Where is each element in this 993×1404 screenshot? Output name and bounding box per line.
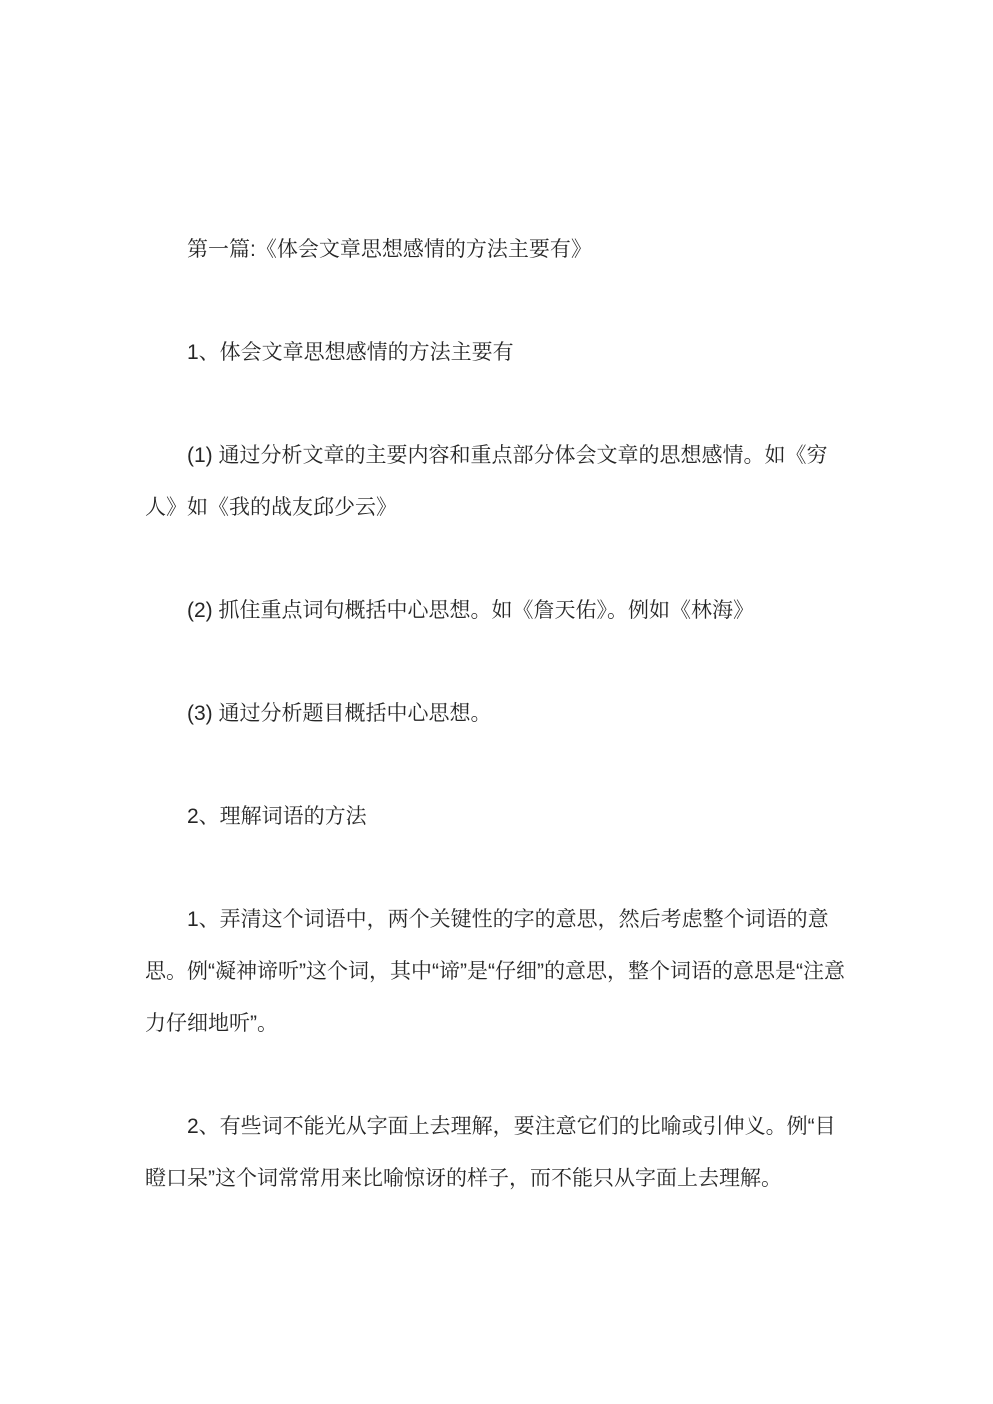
paragraph-item-3: (3) 通过分析题目概括中心思想。 (187, 702, 492, 725)
paragraph-item-1: (1) 通过分析文章的主要内容和重点部分体会文章的思想感情。如《穷人》如《我的战友邱少云》 (145, 444, 828, 519)
paragraph-method-1: 1、弄清这个词语中，两个关键性的字的意思，然后考虑整个词语的意思。例“凝神谛听”这个词，其中“谛”是“仔细”的意思，整个词语的意思是“注意力仔细地听”。 (145, 908, 845, 1035)
paragraph-item-2: (2) 抓住重点词句概括中心思想。如《詹天佑》。例如《林海》 (187, 599, 754, 622)
paragraph-method-2: 2、有些词不能光从字面上去理解，要注意它们的比喻或引伸义。例“目瞪口呆”这个词常常用来比喻惊讶的样子，而不能只从字面上去理解。 (145, 1115, 836, 1190)
paragraph-section-2: 2、理解词语的方法 (187, 805, 367, 828)
paragraph-section-1: 1、体会文章思想感情的方法主要有 (187, 341, 514, 364)
paragraph-title: 第一篇:《体会文章思想感情的方法主要有》 (187, 238, 592, 261)
